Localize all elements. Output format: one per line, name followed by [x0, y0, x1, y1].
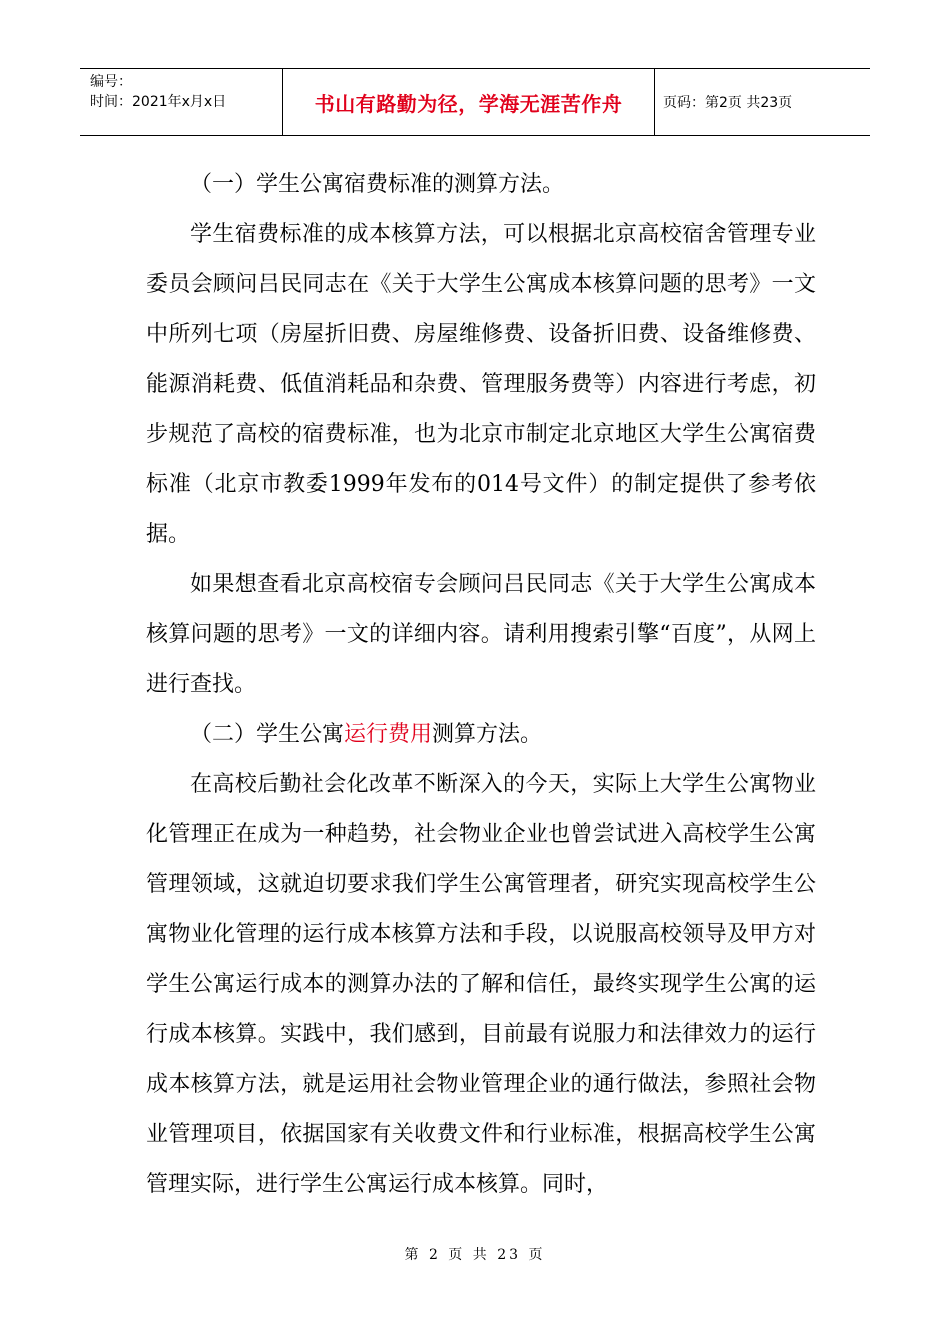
paragraph: 在高校后勤社会化改革不断深入的今天，实际上大学生公寓物业化管理正在成为一种趋势，社会物业企业也曾尝试进入高校学生公寓管理领域，这就迫切要求我们学生公寓管理者，研究实现高校学生公寓物业化管理的运行成本核算方法和手段，以说服高校领导及甲方对学生公寓运行成本的测算办法的了解和信任，最终实现学生公寓的运行成本核算。实践中，我们感到，目前最有说服力和法律效力的运行成本核算方法，就是运用社会物业管理企业的通行做法，参照社会物业管理项目，依据国家有关收费文件和行业标准，根据高校学生公寓管理实际，进行学生公寓运行成本核算。同时， [146, 772, 816, 1197]
document-number-label: 编号： [90, 74, 132, 90]
document-date-label: 时间：2021年x月x日 [90, 94, 227, 110]
highlighted-term: 运行费用 [344, 722, 433, 747]
section-heading-1: （一）学生公寓宿费标准的测算方法。 [190, 172, 565, 197]
header-motto: 书山有路勤为径，学海无涯苦作舟 [282, 69, 655, 135]
header-meta [80, 69, 282, 135]
paragraph: 如果想查看北京高校宿专会顾问吕民同志《关于大学生公寓成本核算问题的思考》一文的详细内容。请利用搜索引擎“百度”，从网上进行查找。 [146, 572, 816, 697]
header-page-number: 页码：第2页 共23页 [663, 95, 793, 111]
page-header [80, 68, 870, 136]
document-body [146, 160, 816, 1210]
heading-text: 测算方法。 [432, 722, 543, 747]
page-footer: 第 2 页 共 23 页 [404, 1247, 546, 1263]
heading-text: （二）学生公寓 [190, 722, 345, 747]
paragraph: 学生宿费标准的成本核算方法，可以根据北京高校宿舍管理专业委员会顾问吕民同志在《关于大学生公寓成本核算问题的思考》一文中所列七项（房屋折旧费、房屋维修费、设备折旧费、设备维修费、能源消耗费、低值消耗品和杂费、管理服务费等）内容进行考虑，初步规范了高校的宿费标准，也为北京市制定北京地区大学生公寓宿费标准（北京市教委1999年发布的014号文件）的制定提供了参考依据。 [146, 222, 816, 547]
section-heading-2 [146, 710, 816, 760]
